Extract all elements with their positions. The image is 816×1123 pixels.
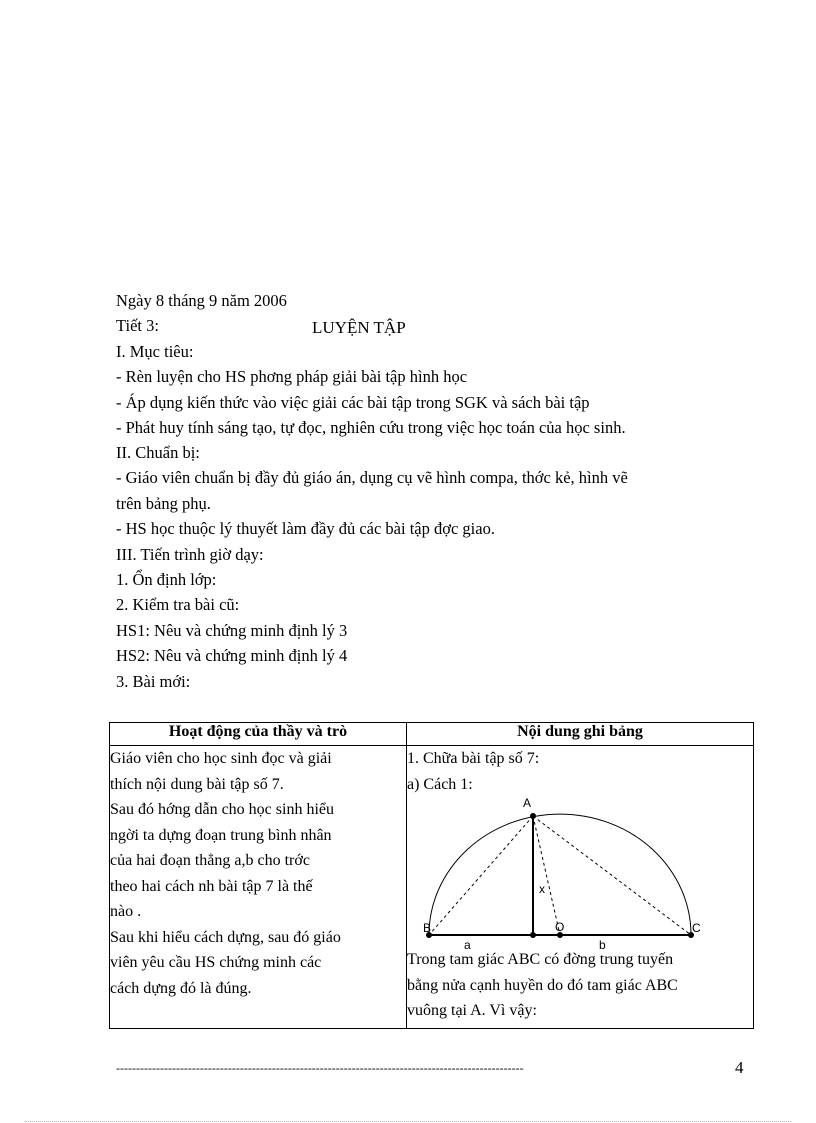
body-line: 2. Kiểm tra bài cũ: <box>116 595 240 614</box>
point-a <box>530 813 536 819</box>
method-label: a) Cách 1: <box>407 775 473 793</box>
proof-line: Trong tam giác ABC có đờng trung tuyến <box>407 951 674 968</box>
section-procedure: III. Tiến trình giờ dạy: <box>116 545 264 564</box>
body-line: trên bảng phụ. <box>116 494 211 513</box>
proof-line: vuông tại A. Vì vậy: <box>407 1002 537 1019</box>
activity-line: Sau đó hớng dẫn cho học sinh hiểu <box>110 801 334 818</box>
label-a-segment: a <box>464 938 471 952</box>
point-h <box>530 932 536 938</box>
activity-line: viên yêu cầu HS chứng minh các <box>110 954 322 971</box>
body-line: - Áp dụng kiến thức vào việc giải các bài tập trong SGK và sách bài tập <box>116 393 590 412</box>
segment-ab <box>429 816 533 935</box>
activity-line: Sau khi hiểu cách dựng, sau đó giáo <box>110 928 341 946</box>
table-header-row <box>110 723 754 746</box>
section-preparation: II. Chuẩn bị: <box>116 443 200 462</box>
semicircle-construction-figure <box>409 796 701 952</box>
semicircle-arc <box>429 814 691 935</box>
label-o: O <box>555 920 565 934</box>
proof-line: bằng nửa cạnh huyền do đó tam giác ABC <box>407 976 678 994</box>
body-line: 3. Bài mới: <box>116 672 191 691</box>
footer-rule: ------------------------------------------------------------------------------------------------------ <box>116 1061 524 1075</box>
body-line: - Rèn luyện cho HS phơng pháp giải bài tập hình học <box>116 367 468 386</box>
activity-line: theo hai cách nh bài tập 7 là thế <box>110 877 313 895</box>
exercise-heading: 1. Chữa bài tập số 7: <box>407 750 540 767</box>
body-line: - HS học thuộc lý thuyết làm đầy đủ các bài tập đợc giao. <box>116 519 495 538</box>
label-c: C <box>692 921 701 935</box>
label-x: x <box>539 882 545 896</box>
body-line: - Phát huy tính sáng tạo, tự đọc, nghiên cứu trong việc học toán của học sinh. <box>116 418 626 437</box>
label-a: A <box>523 796 532 810</box>
lesson-title: LUYỆN TẬP <box>312 318 406 337</box>
lesson-table <box>109 722 754 1029</box>
page-bottom-border <box>25 1121 791 1122</box>
activity-line: ngời ta dựng đoạn trung bình nhân <box>110 826 332 844</box>
header-board-content: Nội dung ghi bảng <box>407 723 754 746</box>
segment-ao <box>533 816 560 935</box>
activity-line: nào . <box>110 903 142 920</box>
label-b-segment: b <box>599 938 606 952</box>
header-teacher-activity: Hoạt động của thầy và trò <box>110 723 407 746</box>
page-number: 4 <box>735 1058 744 1077</box>
body-line: HS2: Nêu và chứng minh định lý 4 <box>116 646 348 665</box>
activity-line: của hai đoạn thẳng a,b cho trớc <box>110 852 310 869</box>
lesson-label: Tiết 3: <box>116 316 159 335</box>
activity-line: cách dựng đó là đúng. <box>110 979 252 997</box>
activity-line: thích nội dung bài tập số 7. <box>110 775 284 793</box>
teacher-activity-cell <box>110 746 407 1029</box>
board-content-cell <box>407 746 754 1029</box>
label-b: B <box>423 921 432 935</box>
section-objectives: I. Mục tiêu: <box>116 342 194 361</box>
body-line: 1. Ổn định lớp: <box>116 570 217 589</box>
date-line: Ngày 8 tháng 9 năm 2006 <box>116 291 287 310</box>
activity-line: Giáo viên cho học sinh đọc và giải <box>110 750 332 767</box>
body-line: - Giáo viên chuẩn bị đầy đủ giáo án, dụng cụ vẽ hình compa, thớc kẻ, hình vẽ <box>116 468 628 487</box>
table-row <box>110 746 754 1029</box>
segment-ac <box>533 816 691 935</box>
body-line: HS1: Nêu và chứng minh định lý 3 <box>116 621 348 640</box>
